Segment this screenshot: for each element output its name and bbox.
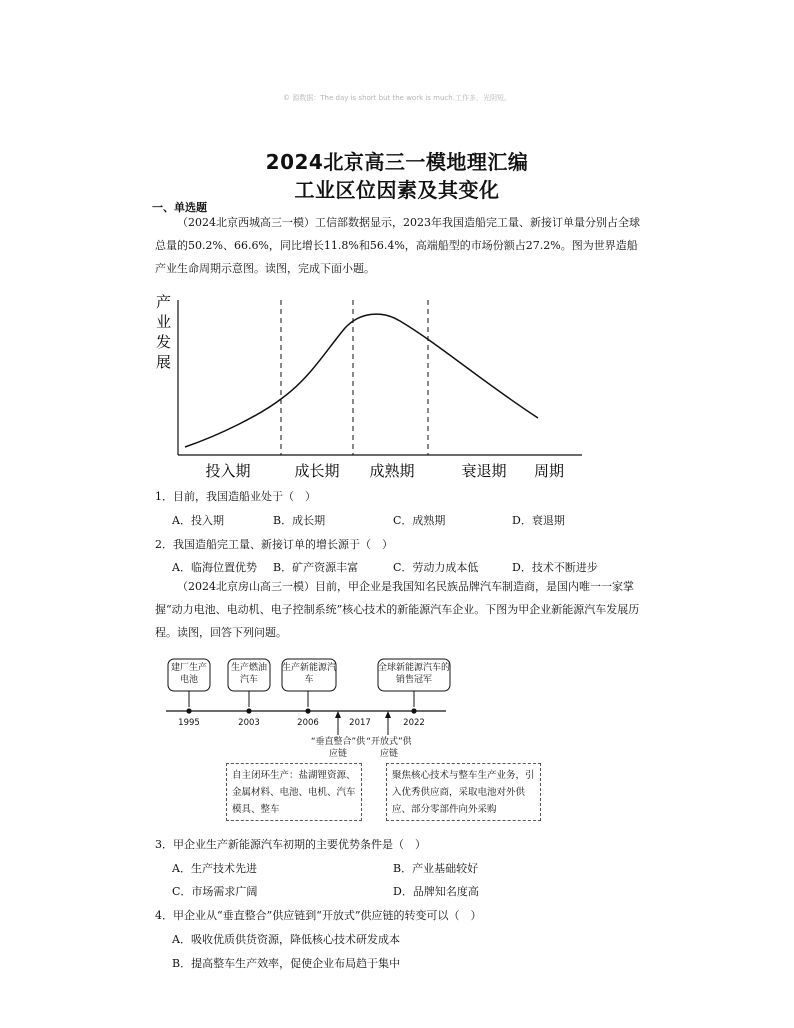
y-label-char-2: 业 — [156, 313, 172, 331]
open-supply-label: “开放式”供应链 — [366, 737, 412, 759]
q3-option-c[interactable]: C．市场需求广阔 — [172, 885, 258, 898]
open-supply-box: 聚焦核心技术与整车生产业务，引入优秀供应商，采取电池对外供应、部分零部件向外采购 — [386, 763, 541, 821]
y-axis-label — [156, 293, 171, 371]
section-heading: 一、单选题 — [152, 201, 207, 214]
q2-option-d[interactable]: D．技术不断进步 — [512, 561, 598, 574]
q2-option-a[interactable]: A．临海位置优势 — [172, 561, 257, 574]
lifecycle-curve — [185, 314, 538, 447]
q1-option-c[interactable]: C．成熟期 — [393, 514, 446, 527]
stage-label-3: 成熟期 — [369, 462, 415, 480]
year-1995: 1995 — [178, 718, 200, 728]
industry-lifecycle-chart — [150, 290, 590, 490]
timeline-dot-2003 — [246, 708, 251, 713]
q2-option-b[interactable]: B．矿产资源丰富 — [273, 561, 359, 574]
q1-option-b[interactable]: B．成长期 — [273, 514, 326, 527]
question-1: 1．目前，我国造船业处于（ ） — [155, 490, 316, 503]
x-axis-label: 周期 — [533, 462, 565, 480]
q4-option-b[interactable]: B．提高整车生产效率，促使企业布局趋于集中 — [172, 957, 401, 970]
vertical-integration-label: “垂直整合”供应链 — [310, 737, 366, 759]
page-title: 2024北京高三一模地理汇编 — [265, 150, 529, 174]
watermark: © 源数据：The day is short but the work is much.工作多，光阴短。 — [283, 94, 511, 102]
stage-label-4: 衰退期 — [461, 462, 507, 480]
timeline-figure — [160, 655, 550, 825]
timeline-dot-1995 — [186, 708, 191, 713]
q1-option-a[interactable]: A．投入期 — [172, 514, 224, 527]
question-4: 4．甲企业从“垂直整合”供应链到“开放式”供应链的转变可以（ ） — [155, 909, 482, 922]
y-label-char-4: 展 — [156, 353, 172, 371]
passage-1: （2024北京西城高三一模）工信部数据显示，2023年我国造船完工量、新接订单量分别占全球总量的50.2%、66.6%，同比增长11.8%和56.4%，高端船型的市场份额占27.2%。图为世界造船产业生命周期示意图。读图，完成下面小题。 — [155, 216, 640, 275]
vertical-integration-box: 自主闭环生产：盐湖锂资源、金属材料、电池、电机、汽车模具、整车 — [226, 763, 362, 821]
q2-option-c[interactable]: C．劳动力成本低 — [393, 561, 479, 574]
year-2022: 2022 — [403, 718, 425, 728]
event-label-2003: 生产燃油汽车 — [230, 663, 267, 685]
year-2017: 2017 — [349, 718, 371, 728]
year-2006: 2006 — [297, 718, 319, 728]
year-2003: 2003 — [238, 718, 260, 728]
y-label-char-1: 产 — [156, 293, 172, 311]
stage-label-2: 成长期 — [294, 462, 340, 480]
page-subtitle: 工业区位因素及其变化 — [294, 178, 500, 202]
q3-option-a[interactable]: A．生产技术先进 — [172, 862, 257, 875]
passage-2: （2024北京房山高三一模）目前，甲企业是我国知名民族品牌汽车制造商，是国内唯一一家掌握“动力电池、电动机、电子控制系统”核心技术的新能源汽车企业。下图为甲企业新能源汽车发展历程。读图，回答下列问题。 — [155, 580, 640, 639]
arrow-head-1 — [335, 711, 341, 718]
q4-option-a[interactable]: A．吸收优质供货资源，降低核心技术研发成本 — [172, 933, 400, 946]
event-label-2006: 生产新能源汽车 — [282, 663, 337, 685]
event-label-1995: 建厂生产电池 — [170, 663, 207, 685]
timeline-svg — [160, 655, 550, 745]
q1-option-d[interactable]: D．衰退期 — [512, 514, 565, 527]
y-label-char-3: 发 — [156, 333, 172, 351]
q3-option-d[interactable]: D．品牌知名度高 — [393, 885, 479, 898]
timeline-dot-2022 — [411, 708, 416, 713]
timeline-dot-2006 — [305, 708, 310, 713]
arrow-head-2 — [385, 711, 391, 718]
stage-label-1: 投入期 — [205, 462, 251, 480]
question-3: 3．甲企业生产新能源汽车初期的主要优势条件是（ ） — [155, 838, 426, 851]
question-2: 2．我国造船完工量、新接订单的增长源于（ ） — [155, 538, 393, 551]
event-label-2022: 全球新能源汽车的销售冠军 — [378, 663, 451, 685]
q3-option-b[interactable]: B．产业基础较好 — [393, 862, 479, 875]
